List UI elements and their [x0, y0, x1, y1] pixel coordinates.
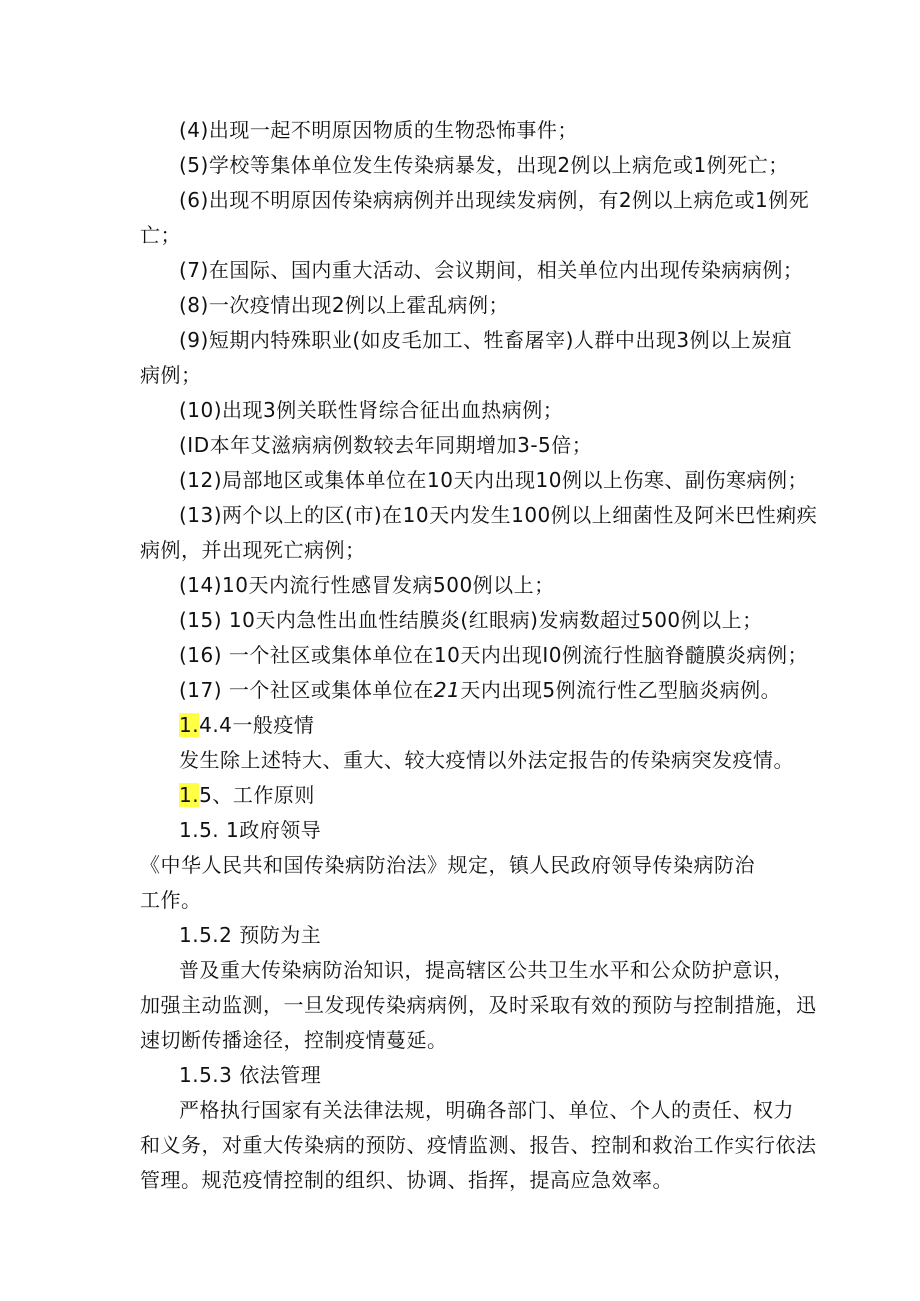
list-item-17-number: 21 [433, 678, 461, 702]
section-1-5-2-body: 普及重大传染病防治知识，提高辖区公共卫生水平和公众防护意识， [179, 958, 794, 982]
list-item-16: (16) 一个社区或集体单位在10天内出现I0例流行性脑脊髓膜炎病例； [179, 643, 808, 667]
section-1-5-3-heading: 1.5.3 依法管理 [179, 1063, 322, 1087]
section-1-5-1-heading: 1.5. 1政府领导 [179, 818, 322, 842]
list-item-15: (15) 10天内急性出血性结膜炎(红眼病)发病数超过500例以上； [179, 608, 763, 632]
section-1-5-heading [179, 781, 315, 809]
section-1-5-1-body: 《中华人民共和国传染病防治法》规定，镇人民政府领导传染病防治 [140, 853, 755, 877]
list-item-13: (13)两个以上的区(市)在10天内发生100例以上细菌性及阿米巴性痢疾 [179, 503, 818, 527]
highlight-mark: 1. [179, 783, 200, 807]
section-1-5-3-body-continued: 和义务，对重大传染病的预防、疫情监测、报告、控制和救治工作实行依法 [140, 1133, 817, 1157]
list-item-11: (ID本年艾滋病病例数较去年同期增加3-5倍； [179, 433, 593, 457]
list-item-5: (5)学校等集体单位发生传染病暴发，出现2例以上病危或1例死亡； [179, 153, 789, 177]
section-1-4-4-heading [179, 711, 314, 739]
section-1-5-2-heading: 1.5.2 预防为主 [179, 923, 322, 947]
list-item-9: (9)短期内特殊职业(如皮毛加工、牲畜屠宰)人群中出现3例以上炭疽 [179, 328, 793, 352]
list-item-4: (4)出现一起不明原因物质的生物恐怖事件； [179, 118, 578, 142]
section-1-5-2-body-end: 速切断传播途径，控制疫情蔓延。 [140, 1028, 448, 1052]
list-item-12: (12)局部地区或集体单位在10天内出现10例以上伤寒、副伤寒病例； [179, 468, 808, 492]
section-1-4-4-title: 4.4一般疫情 [199, 713, 315, 737]
list-item-17-suffix: 天内出现5例流行性乙型脑炎病例。 [460, 678, 782, 702]
list-item-6: (6)出现不明原因传染病病例并出现续发病例，有2例以上病危或1例死 [179, 188, 810, 212]
list-item-17-prefix: (17) 一个社区或集体单位在 [179, 678, 434, 702]
section-1-5-3-body: 严格执行国家有关法律法规，明确各部门、单位、个人的责任、权力 [179, 1098, 794, 1122]
list-item-10: (10)出现3例关联性肾综合征出血热病例； [179, 398, 564, 422]
section-1-4-4-body: 发生除上述特大、重大、较大疫情以外法定报告的传染病突发疫情。 [179, 748, 794, 772]
list-item-6-continued: 亡； [140, 223, 181, 247]
list-item-14: (14)10天内流行性感冒发病500例以上； [179, 573, 555, 597]
section-1-5-title: 5、工作原则 [199, 783, 315, 807]
section-1-5-2-body-continued: 加强主动监测，一旦发现传染病病例，及时采取有效的预防与控制措施，迅 [140, 993, 817, 1017]
list-item-17 [179, 676, 781, 704]
list-item-9-continued: 病例； [140, 363, 202, 387]
list-item-8: (8)一次疫情出现2例以上霍乱病例； [179, 293, 510, 317]
list-item-13-continued: 病例，并出现死亡病例； [140, 538, 366, 562]
section-1-5-1-body-continued: 工作。 [140, 888, 202, 912]
highlight-mark: 1. [179, 713, 200, 737]
section-1-5-3-body-end: 管理。规范疫情控制的组织、协调、指挥，提高应急效率。 [140, 1168, 673, 1192]
list-item-7: (7)在国际、国内重大活动、会议期间，相关单位内出现传染病病例； [179, 258, 804, 282]
